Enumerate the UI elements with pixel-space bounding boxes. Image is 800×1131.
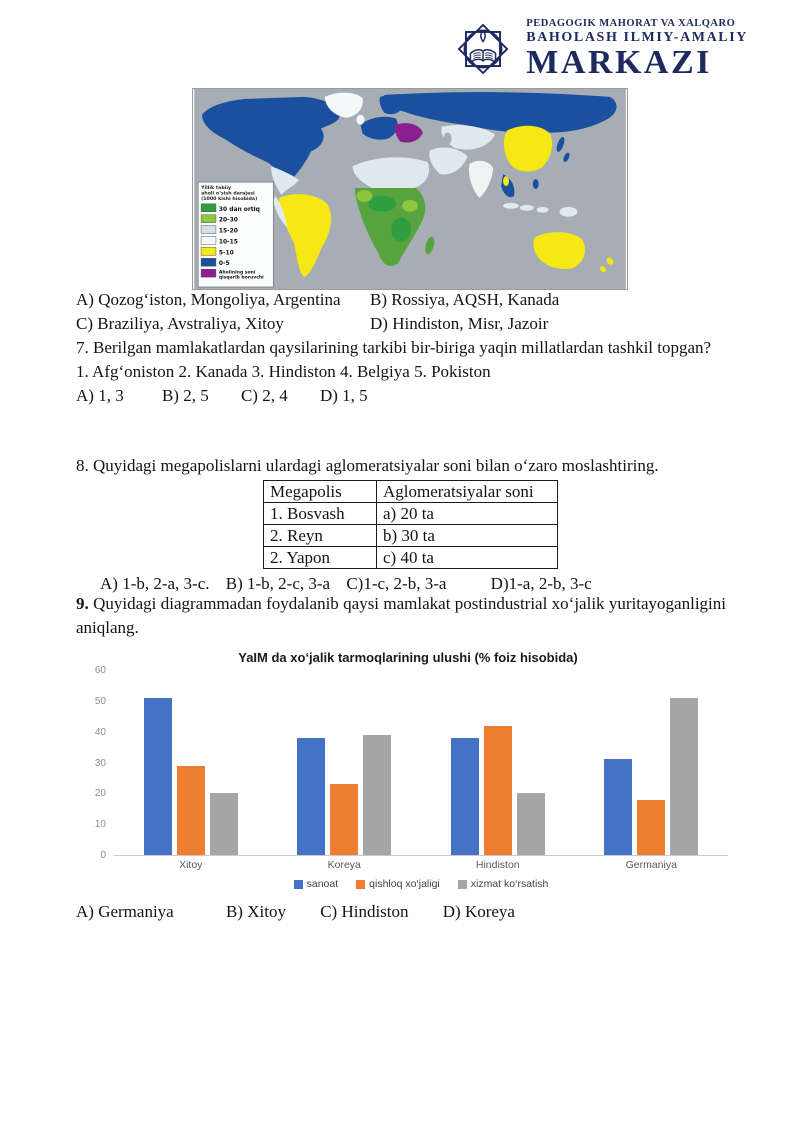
bar — [297, 738, 325, 855]
map-legend-swatch — [201, 237, 216, 245]
y-axis-label: 60 — [94, 665, 106, 676]
table-row — [264, 547, 558, 569]
org-name-line2: BAHOLASH ILMIY-AMALIY — [526, 29, 748, 45]
q8-option-c: C)1-c, 2-b, 3-a — [346, 574, 447, 593]
map-legend-label: 10-15 — [218, 238, 238, 246]
map-legend-title: (1000 kishi hisobida) — [201, 196, 258, 202]
q6-option-d: D) Hindiston, Misr, Jazoir — [370, 314, 549, 333]
map-legend-swatch — [201, 247, 216, 255]
table-cell: 1. Bosvash — [264, 503, 377, 525]
map-legend-label: 30 dan ortiq — [218, 205, 260, 213]
chart-legend-item — [294, 878, 339, 890]
map-legend-label: 20-30 — [218, 216, 238, 224]
q7-option-b: B) 2, 5 — [161, 386, 209, 405]
map-legend-swatch — [201, 269, 216, 277]
question9-text: Quyidagi diagrammadan foydalanib qaysi mamlakat postindustrial xo‘jalik yuritayoganligini aniqlang. — [76, 594, 726, 637]
legend-label: xizmat ko‘rsatish — [470, 878, 549, 890]
new-guinea-shape — [560, 207, 578, 217]
question6-7-block — [76, 288, 726, 408]
org-name-line3: MARKAZI — [526, 43, 712, 81]
philippines-shape — [533, 179, 539, 189]
q8-option-d: D)1-a, 2-b, 3-c — [490, 574, 592, 593]
legend-label: sanoat — [306, 878, 339, 890]
q6-option-b: B) Rossiya, AQSH, Kanada — [370, 290, 560, 309]
table-row — [264, 525, 558, 547]
y-axis-label: 20 — [94, 788, 106, 800]
bar — [517, 793, 545, 855]
legend-label: qishloq xo‘jaligi — [369, 878, 440, 890]
map-legend — [198, 182, 273, 287]
bar-group — [144, 698, 238, 855]
megapolis-table — [263, 480, 558, 569]
table-cell: c) 40 ta — [377, 547, 558, 569]
map-legend-title: Yillik tabiiy — [201, 186, 232, 191]
bar — [484, 726, 512, 856]
africa-light-patch — [357, 190, 373, 202]
table-cell: a) 20 ta — [377, 503, 558, 525]
africa-dark-patch — [391, 218, 411, 242]
table-cell: b) 30 ta — [377, 525, 558, 547]
question9-block — [76, 592, 726, 640]
caspian-sea-shape — [444, 133, 452, 145]
map-legend-label: 5-10 — [218, 249, 234, 257]
chart-legend-item — [356, 878, 440, 890]
org-logo — [446, 12, 748, 86]
chart-legend-item — [458, 878, 549, 890]
q8-option-b: B) 1-b, 2-c, 3-a — [225, 574, 331, 593]
thailand-shape — [503, 176, 509, 186]
table-row — [264, 503, 558, 525]
gdp-sectors-chart — [78, 648, 738, 898]
indonesia-shape — [520, 205, 534, 211]
table-header-megapolis: Megapolis — [264, 481, 377, 503]
chart-legend — [114, 878, 728, 890]
bar — [330, 784, 358, 855]
question8-text: 8. Quyidagi megapolislarni ulardagi aglomeratsiyalar soni bilan o‘zaro moslashtiring. — [76, 456, 659, 475]
legend-swatch-icon — [294, 880, 303, 889]
chart-x-axis — [114, 859, 728, 871]
open-book-icon — [471, 31, 496, 62]
britain-shape — [357, 115, 365, 125]
y-axis-label: 0 — [100, 850, 106, 861]
q6-option-c: C) Braziliya, Avstraliya, Xitoy — [76, 314, 284, 333]
indonesia-shape — [503, 203, 519, 209]
q9-option-b: B) Xitoy — [225, 902, 286, 921]
map-legend-title: aholi o‘sish darajasi — [201, 191, 255, 197]
bar — [451, 738, 479, 855]
q9-option-c: C) Hindiston — [320, 902, 409, 921]
y-axis-label: 30 — [94, 757, 106, 769]
map-legend-label: Aholining soni — [218, 270, 256, 276]
map-legend-label: qisqarib boruvchi — [218, 275, 264, 281]
category-label: Xitoy — [179, 859, 203, 871]
map-legend-swatch — [201, 258, 216, 266]
question7-list: 1. Afg‘oniston 2. Kanada 3. Hindiston 4. Belgiya 5. Pokiston — [76, 362, 491, 381]
bar — [144, 698, 172, 855]
table-cell: 2. Reyn — [264, 525, 377, 547]
map-legend-swatch — [201, 215, 216, 223]
chart-title: YaIM da xo‘jalik tarmoqlarining ulushi (% foiz hisobida) — [238, 650, 578, 665]
bar — [363, 735, 391, 855]
chart-y-axis — [78, 665, 108, 861]
q7-option-a: A) 1, 3 — [76, 386, 124, 405]
category-label: Hindiston — [475, 859, 520, 871]
y-axis-label: 40 — [94, 726, 106, 738]
world-map-figure — [192, 88, 628, 290]
bar — [210, 793, 238, 855]
indonesia-shape — [537, 207, 549, 213]
bar — [604, 759, 632, 855]
legend-swatch-icon — [356, 880, 365, 889]
bar — [670, 698, 698, 855]
world-map — [193, 89, 627, 289]
category-label: Germaniya — [625, 859, 677, 871]
bar-group — [451, 726, 545, 856]
map-legend-label: 15-20 — [218, 227, 238, 235]
org-name-line1: PEDAGOGIK MAHORAT VA XALQARO — [526, 17, 736, 29]
africa-dark-patch — [368, 196, 396, 212]
question7-text: 7. Berilgan mamlakatlardan qaysilarining tarkibi bir-biriga yaqin millatlardan tashkil topgan? — [76, 338, 712, 357]
q6-option-a: A) Qozog‘iston, Mongoliya, Argentina — [76, 290, 341, 309]
bar-group — [297, 735, 391, 855]
q9-option-d: D) Koreya — [442, 902, 515, 921]
chart-plot-area — [114, 670, 728, 856]
question9-number: 9. — [76, 594, 89, 613]
legend-swatch-icon — [458, 880, 467, 889]
map-legend-swatch — [201, 226, 216, 234]
question8-block — [76, 454, 726, 596]
org-emblem-icon — [446, 12, 520, 86]
category-label: Koreya — [327, 859, 361, 871]
q8-option-a: A) 1-b, 2-a, 3-c. — [100, 574, 210, 593]
map-legend-label: 0-5 — [218, 260, 230, 268]
q7-option-c: C) 2, 4 — [240, 386, 288, 405]
africa-light-patch — [402, 200, 418, 212]
q7-option-d: D) 1, 5 — [319, 386, 368, 405]
table-cell: 2. Yapon — [264, 547, 377, 569]
bar — [177, 766, 205, 855]
q9-option-a: A) Germaniya — [76, 902, 174, 921]
y-axis-label: 10 — [94, 819, 106, 831]
bar-group — [604, 698, 698, 855]
map-legend-swatch — [201, 204, 216, 212]
bar — [637, 800, 665, 856]
question9-options — [76, 900, 726, 924]
y-axis-label: 50 — [94, 695, 106, 707]
table-header-aglomeratsiya: Aglomeratsiyalar soni — [377, 481, 558, 503]
